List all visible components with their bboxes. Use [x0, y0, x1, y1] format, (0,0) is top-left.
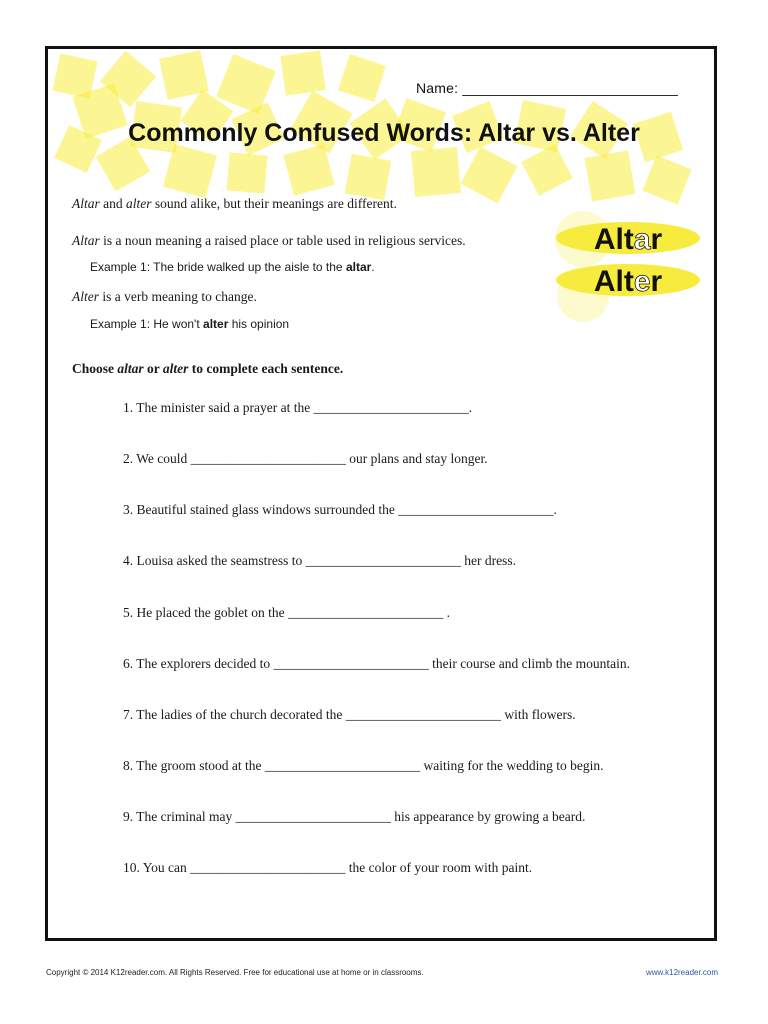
question-1: 1. The minister said a prayer at the _______________________.: [123, 400, 473, 415]
question-8: 8. The groom stood at the _______________________ waiting for the wedding to begin.: [123, 758, 604, 773]
logo-word1-pre: Alt: [593, 223, 634, 256]
logo-word1-post: r: [650, 223, 663, 256]
svg-text:Alter: [594, 265, 663, 298]
logo-word2-vowel: e: [633, 265, 651, 298]
question-9: 9. The criminal may _______________________ his appearance by growing a beard.: [123, 809, 586, 824]
question-10: 10. You can _______________________ the color of your room with paint.: [123, 860, 533, 875]
altar-alter-logo: [553, 201, 703, 331]
question-5: 5. He placed the goblet on the _______________________ .: [123, 605, 450, 620]
definition-alter: Alter is a verb meaning to change.: [72, 289, 257, 304]
footer-copyright: Copyright © 2014 K12reader.com. All Rights Reserved. Free for educational use at home or in classrooms.: [46, 968, 424, 977]
footer-url-link[interactable]: www.k12reader.com: [646, 968, 719, 977]
example-alter: Example 1: He won't alter his opinion: [90, 317, 290, 331]
name-field[interactable]: Name: ___________________________: [416, 80, 678, 96]
page-title: Commonly Confused Words: Altar vs. Alter: [128, 119, 640, 147]
logo-word1-vowel: a: [633, 223, 651, 256]
intro-sentence: Altar and alter sound alike, but their meanings are different.: [72, 196, 397, 211]
question-2: 2. We could _______________________ our plans and stay longer.: [123, 451, 488, 466]
question-6: 6. The explorers decided to _______________________ their course and climb the mountain.: [123, 656, 631, 671]
svg-text:Altar: [594, 223, 663, 256]
example-altar: Example 1: The bride walked up the aisle to the altar.: [90, 260, 375, 274]
instructions: Choose altar or alter to complete each sentence.: [72, 361, 344, 376]
definition-altar: Altar is a noun meaning a raised place or table used in religious services.: [72, 233, 466, 248]
question-7: 7. The ladies of the church decorated the _______________________ with flowers.: [123, 707, 576, 722]
logo-word2-post: r: [650, 265, 663, 298]
worksheet-frame: [45, 46, 717, 941]
question-4: 4. Louisa asked the seamstress to _______________________ her dress.: [123, 553, 516, 568]
question-3: 3. Beautiful stained glass windows surrounded the _______________________.: [123, 502, 557, 517]
logo-word2-pre: Alt: [593, 265, 634, 298]
